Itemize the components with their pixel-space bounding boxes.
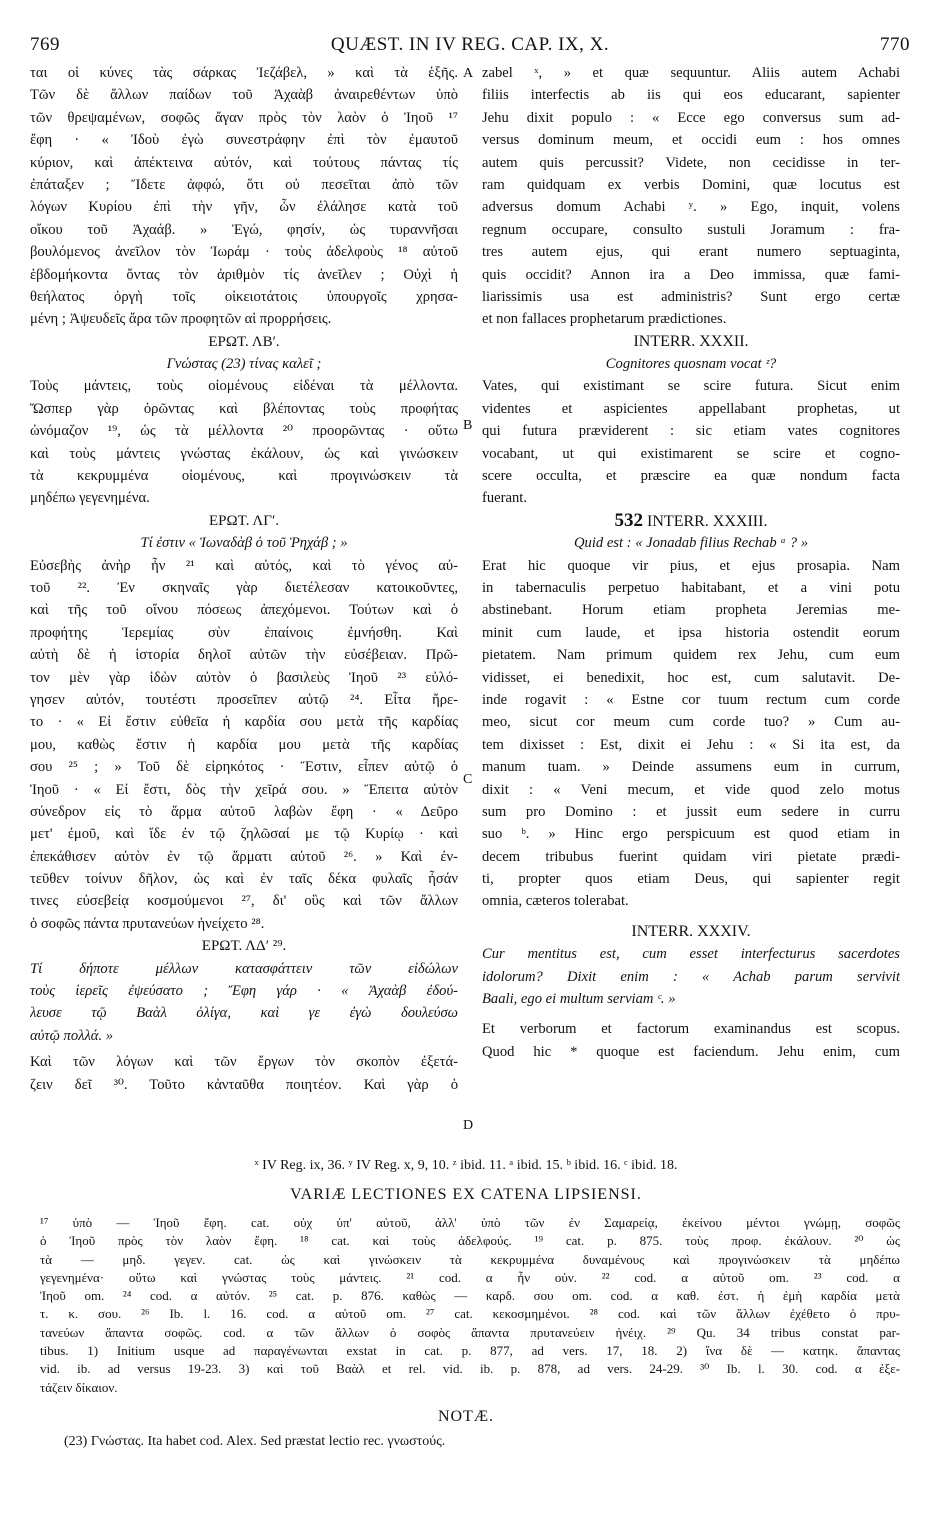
text-line: μετ' ἐμοῦ, καὶ ἴδε ἐν τῷ ζηλῶσαί με τῷ Κυρίῳ · καὶ — [30, 826, 458, 843]
variant-line: τανεύων ἅπαντα σοφῶς. cod. α τῶν ἄλλων ὁ σοφὸς ἅπαντα πρυτανεύειν ἠνέιχ. ²⁹ Qu. 34 tribus constat par- — [40, 1324, 900, 1340]
text-line: οἴκου τοῦ Ἀχαάβ. » Ἐγώ, φησίν, ὡς τυραννῆσαι — [30, 221, 458, 238]
text-line: tem dixisset : Est, dixit ei Jehu : « Si ita est, da — [482, 736, 900, 753]
text-line: καὶ τοὺς μάντεις γνώστας ἐκάλουν, ὡς καὶ γινώσκειν — [30, 445, 458, 462]
answer-33 — [30, 555, 458, 936]
interr-title-34 — [482, 943, 900, 1010]
text-line: Τῶν δὲ ἄλλων παίδων τοῦ Ἀχαὰβ ἀναιρεθέντων ὑπὸ — [30, 87, 458, 104]
margin-letter-d: D — [463, 1118, 474, 1133]
text-line: μηδέπω γεγενημένα. — [30, 490, 150, 507]
text-line: Εὐσεβὴς ἀνὴρ ἦν ²¹ καὶ αὐτός, καὶ τὸ γένος αὐ- — [30, 557, 458, 574]
answer-34 — [30, 1051, 458, 1096]
text-line: τῶν θρεψαμένων, σοφῶς ἄγαν πρὸς τὸν λαὸν ὁ Ἰηοῦ ¹⁷ — [30, 109, 458, 126]
text-line: videntes et aspicientes appellabant prophetas, ut — [482, 400, 900, 417]
text-line: κύριον, καὶ ἀπέκτεινα αὐτόν, καὶ τούτους πάντας τίς — [30, 154, 458, 171]
text-line: σου ²⁵ ; » Τοῦ δὲ εἰρηκότος · Ἔστιν, εἶπεν αὐτῷ ὁ — [30, 759, 458, 776]
text-line: Τί δήποτε μέλλων κατασφάττειν τῶν εἰδώλων — [30, 960, 458, 977]
text-line: θεήλατος ὀργὴ τοῖς οἰκειοτάτοις ὑπουργοῖς χρησα- — [30, 288, 458, 305]
text-line: meo, sicut cor meum cum corde tuo? » Cum au- — [482, 714, 900, 731]
variant-line: τ. κ. σου. ²⁶ Ib. l. 16. cod. α αὐτοῦ om. ²⁷ cat. κεκοσμημένοι. ²⁸ cod. καὶ τῶν ἄλλων ἐχέθετο ὁ πρυ- — [40, 1306, 900, 1322]
variant-line: ὁ Ἰηοῦ πρὸς τὸν λαὸν ἔφη. ¹⁸ cat. καὶ τοὺς ἀδελφούς. ¹⁹ cat. p. 875. τοὺς προφ. ἐκάλουν. ²⁰ ὡς — [40, 1233, 900, 1249]
text-line: minit cum laude, et ipsa historia ostendit eorum — [482, 624, 900, 641]
margin-letter-c: C — [463, 772, 473, 787]
text-line: versus dominum meum, et occidi eum : hos omnes — [482, 132, 900, 149]
variae-lectiones — [40, 1214, 900, 1397]
text-line: qui futura præviderent : sic etiam vates cognitores — [482, 423, 900, 440]
text-line: zabel ˣ, » et quæ sequuntur. Aliis autem Achabi — [482, 65, 900, 81]
text-line: τον μὲν γὰρ ἰδὼν αὐτὸν ὁ βασιλεὺς Ἰηοῦ ²³ εὐλό- — [30, 669, 458, 686]
text-line: αὐτὴ δὲ ἡ ἱστορία δηλοῖ αὐτῶν τὴν εὐσέβειαν. Πρῶ- — [30, 647, 458, 664]
text-line: μου, καθὼς ἔστιν ἡ καρδία μου μετὰ τῆς καρδίας — [30, 736, 458, 753]
scripture-footnotes: ˣ IV Reg. ix, 36. ʸ IV Reg. x, 9, 10. ᶻ ibid. 11. ᵃ ibid. 15. ᵇ ibid. 16. ᶜ ibid. 18. — [254, 1158, 678, 1173]
interr-heading-33 — [482, 510, 900, 532]
text-line: Ὥσπερ γὰρ ὁρῶντας καὶ βλέποντας τοὺς προφήτας — [30, 400, 458, 417]
text-line: βουλόμενος ἀνεῖλον τὸν Ἰωράμ · τοὺς ἀδελφοὺς ¹⁸ αὐτοῦ — [30, 244, 458, 261]
text-line: abstinebant. Horum etiam propheta Jeremias me- — [482, 602, 900, 619]
text-line: Vates, qui existimant se scire futura. Sicut enim — [482, 378, 900, 395]
text-line: ἐπεκάθισεν αὐτὸν ἐν τῷ ἅρματι αὐτοῦ ²⁶. » Καὶ ἐν- — [30, 848, 458, 865]
text-line: Ἰηοῦ · « Εἰ ἔστι, δὸς τὴν χεῖρά σου. » Ἔπειτα αὐτὸν — [30, 781, 458, 798]
text-line: Baali, ego ei multum serviam ᶜ. » — [482, 991, 676, 1008]
text-line: Et verborum et factorum examinandus est scopus. — [482, 1021, 900, 1038]
text-line: ἑβδομήκοντα ὄντας τὸν ἀριθμὸν τίς ἀνεῖλεν ; Οὐχὶ ἡ — [30, 266, 458, 283]
question-heading-32: ΕΡΩΤ. ΛΒʹ. — [208, 333, 280, 350]
text-line: Τοὺς μάντεις, τοὺς οἰομένους εἰδέναι τὰ μέλλοντα. — [30, 378, 458, 395]
text-line: Quod hic * quoque est faciendum. Jehu enim, cum — [482, 1043, 900, 1060]
text-line: προφήτης Ἱερεμίας σὺν ἐπαίνοις ἐμνήσθη. Καὶ — [30, 624, 458, 641]
text-line: ram quidquam ex verbis Domini, quæ locutus est — [482, 176, 900, 193]
text-line: scere occulta, et præscire ea quæ nondum facta — [482, 468, 900, 485]
text-line: τοῦ ²². Ἐν σκηναῖς γὰρ διετέλεσαν κατοικοῦντες, — [30, 579, 458, 596]
variant-line: tibus. 1) Initium usque ad παραγένωνται exstat in cat. p. 877, ad vers. 17, 18. 2) ἵνα δὲ — κατηκ. ἅπαντας — [40, 1343, 900, 1359]
text-line: vocabant, ut qui existimarent se scire et cogno- — [482, 445, 900, 462]
latin-intro — [482, 62, 900, 331]
text-line: λόγων Κυρίου ἐπὶ τὴν γῆν, ὧν ἐλάλησε κατὰ τοῦ — [30, 199, 458, 216]
variant-line: τάζειν δίκαιον. — [40, 1379, 118, 1395]
text-line: filiis interfectis ab iis qui eos educarant, sapienter — [482, 87, 900, 104]
text-line: ὠνόμαζον ¹⁹, ὡς τὰ μέλλοντα ²⁰ προορῶντας · οὕτω — [30, 423, 458, 440]
text-line: Καὶ τῶν λόγων καὶ τῶν ἔργων τὸν σκοπὸν ἐξετά- — [30, 1054, 458, 1071]
question-title-32: Γνώστας (23) τίνας καλεῖ ; — [166, 356, 322, 373]
text-line: μένη ; Ἀψευδεῖς ἄρα τῶν προφητῶν αἱ προρρήσεις. — [30, 311, 332, 328]
text-line: autem quis percussit? Videte, non cecidisse in ter- — [482, 154, 900, 171]
column-number: 532 — [614, 509, 644, 531]
latin-answer-34 — [482, 1018, 900, 1063]
text-line: Erat hic quoque vir pius, et ejus prosapia. Nam — [482, 557, 900, 574]
latin-column — [482, 62, 900, 1063]
text-line: fuerant. — [482, 490, 527, 507]
text-line: sum pro Domino : et jussit eum sedere in curru — [482, 803, 900, 820]
text-line: decem tribubus fuerint quidam viri pietate prædi- — [482, 848, 900, 865]
interr-heading-32: INTERR. XXXII. — [633, 332, 749, 350]
text-line: tres autem ejus, qui erant numero septuaginta, — [482, 244, 900, 261]
text-line: vidisset, ei benedixit, hoc est, cum salutavit. De- — [482, 669, 900, 686]
text-line: ti, propter quos etiam Deus, qui sapienter regit — [482, 871, 900, 888]
text-line: pietatem. Nam primum quidem rex Jehu, cum eum — [482, 647, 900, 664]
text-line: suo ᵇ. » Hinc ergo perspicuum est quod etiam in — [482, 826, 900, 843]
text-line: ἔφη · « Ἰδοὺ ἐγὼ συνεστράφην ἐπὶ τὸν ἐμαυτοῦ — [30, 132, 458, 149]
variant-line: Ἰηοῦ om. ²⁴ cod. α αὐτόν. ²⁵ cat. p. 876. καθὼς — καρδ. σου om. cod. α καθ. ἐστ. ἡ ἐμὴ καρδία μετὰ — [40, 1288, 900, 1304]
interr-heading-34: INTERR. XXXIV. — [631, 922, 751, 940]
interr-title-32: Cognitores quosnam vocat ᶻ? — [605, 356, 777, 373]
text-line: ζειν δεῖ ³⁰. Τοῦτο κἀνταῦθα ποιητέον. Καὶ γὰρ ὁ — [30, 1076, 458, 1093]
text-line: τὰ κεκρυμμένα οἰομένους, καὶ προγινώσκειν τὰ — [30, 468, 458, 485]
variant-line: τὰ — μηδ. γεγεν. cat. ὡς καὶ γινώσκειν τὰ κεκρυμμένα δυναμένους καὶ προγινώσκειν τὰ μηδέπω — [40, 1251, 900, 1267]
variae-lectiones-title: VARIÆ LECTIONES EX CATENA LIPSIENSI. — [290, 1186, 642, 1203]
greek-column — [30, 62, 458, 1096]
margin-letter-b: B — [463, 418, 473, 433]
answer-32 — [30, 375, 458, 509]
text-line: τοὺς ἱερεῖς ἐψεύσατο ; Ἔφη γάρ · « Ἀχαὰβ ἐδού- — [30, 983, 458, 1000]
margin-letter-a: A — [463, 66, 474, 81]
interr-title-33: Quid est : « Jonadab filius Rechab ᵃ ? » — [573, 535, 808, 552]
text-line: manum tuam. » Deinde assumens eum in currum, — [482, 759, 900, 776]
text-line: γησεν αὐτόν, τουτέστι προσεῖπεν αὐτῷ ²⁴. Εἶτα ἤρε- — [30, 691, 458, 708]
question-title-34 — [30, 958, 458, 1048]
running-title: QUÆST. IN IV REG. CAP. IX, X. — [330, 34, 610, 55]
text-line: regnum occupare, consulto sustuli Joramum : fra- — [482, 221, 900, 238]
text-line: quis occidit? Annon ira a Deo immissa, quæ fami- — [482, 266, 900, 283]
text-line: in tabernaculis perpetuo habitabant, et a vini potu — [482, 579, 900, 596]
text-line: liarissimis usa est administris? Sunt ergo certæ — [482, 288, 900, 305]
greek-intro — [30, 62, 458, 331]
question-heading-34: ΕΡΩΤ. ΛΔʹ ²⁹. — [201, 938, 287, 955]
text-line: adversus domum Achabi ʸ. » Ego, inquit, volens — [482, 199, 900, 216]
text-line: αὐτῷ πολλά. » — [30, 1027, 114, 1044]
left-page-number: 769 — [30, 34, 60, 55]
text-line: omnia, cæteros tolerabat. — [482, 893, 629, 910]
interr-heading-33-label: INTERR. XXXIII. — [647, 512, 768, 530]
notae-text: (23) Γνώστας. Ita habet cod. Alex. Sed præstat lectio rec. γνωστούς. — [64, 1434, 446, 1449]
text-line: το · « Εἰ ἔστιν εὐθεῖα ἡ καρδία σου μετὰ τῆς καρδίας — [30, 714, 458, 731]
text-line: σύνεδρον εἰς τὸ ἅρμα αὐτοῦ λαβὼν ἔφη · « Δεῦρο — [30, 803, 458, 820]
text-line: λευσε τῷ Βαὰλ ὀλίγα, καὶ γε ἐγὼ δουλεύσω — [30, 1005, 458, 1022]
question-heading-33: ΕΡΩΤ. ΛΓʹ. — [209, 512, 279, 529]
latin-answer-33 — [482, 555, 900, 913]
right-page-number: 770 — [880, 34, 910, 55]
text-line: idolorum? Dixit enim : « Achab parum servivit — [482, 968, 900, 985]
text-line: ται οἱ κύνες τὰς σάρκας Ἰεζάβελ, » καὶ τὰ ἑξῆς. — [30, 65, 458, 81]
text-line: dixit : « Veni mecum, et vide quod zelo motus — [482, 781, 900, 798]
text-line: Jehu dixit populo : « Ecce ego conversus sum ad- — [482, 109, 900, 126]
text-line: τινες εὐσεβείᾳ κοσμούμενοι ²⁷, δι' οὓς καὶ τῶν ἄλλων — [30, 893, 458, 910]
text-line: et non fallaces prophetarum prædictiones. — [482, 311, 727, 328]
text-line: ἐπάταξεν ; Ἴδετε ἀφφώ, ὅτι οὐ πεσεῖται ἀπὸ τῶν — [30, 176, 458, 193]
text-line: ὁ σοφῶς πάντα πρυτανεύων ἠνείχετο ²⁸. — [30, 915, 265, 932]
notae-title: NOTÆ. — [437, 1408, 495, 1425]
variant-line: γεγενημένα· οὕτω καὶ γνώστας τοὺς μάντεις. ²¹ cod. α ἦν οὐν. ²² cod. α αὐτοῦ om. ²³ cod. α — [40, 1269, 900, 1285]
running-header — [30, 34, 910, 62]
text-line: καὶ τῆς τοῦ οἴνου πόσεως ἀπεχόμενοι. Τούτων καὶ ὁ — [30, 602, 458, 619]
question-title-33: Τί ἐστιν « Ἰωναδὰβ ὁ τοῦ Ῥηχάβ ; » — [140, 535, 348, 552]
variant-line: ¹⁷ ὑπὸ — Ἰηοῦ ἔφη. cat. οὐχ ὑπ' αὐτοῦ, ἀλλ' ὑπὸ τῶν ἐν Σαμαρείᾳ, ἐκείνου μέντοι γνώμῃ, σοφῶς — [40, 1215, 900, 1230]
text-line: inde rogavit : « Estne cor tuum rectum cum corde — [482, 691, 900, 708]
text-line: τεῦθεν τοίνυν δῆλον, ὡς καὶ ἐν ταῖς δέκα φυλαῖς ἦσάν — [30, 871, 458, 888]
latin-answer-32 — [482, 375, 900, 509]
text-line: Cur mentitus est, cum esset interfecturus sacerdotes — [482, 946, 900, 963]
variant-line: vid. ib. ad versus 19-23. 3) καὶ τοῦ Βαὰλ et rel. vid. ib. p. 878, ad vers. 24-29. ³⁰ Ib. l. 30. cod. α ἐξε- — [40, 1361, 900, 1377]
